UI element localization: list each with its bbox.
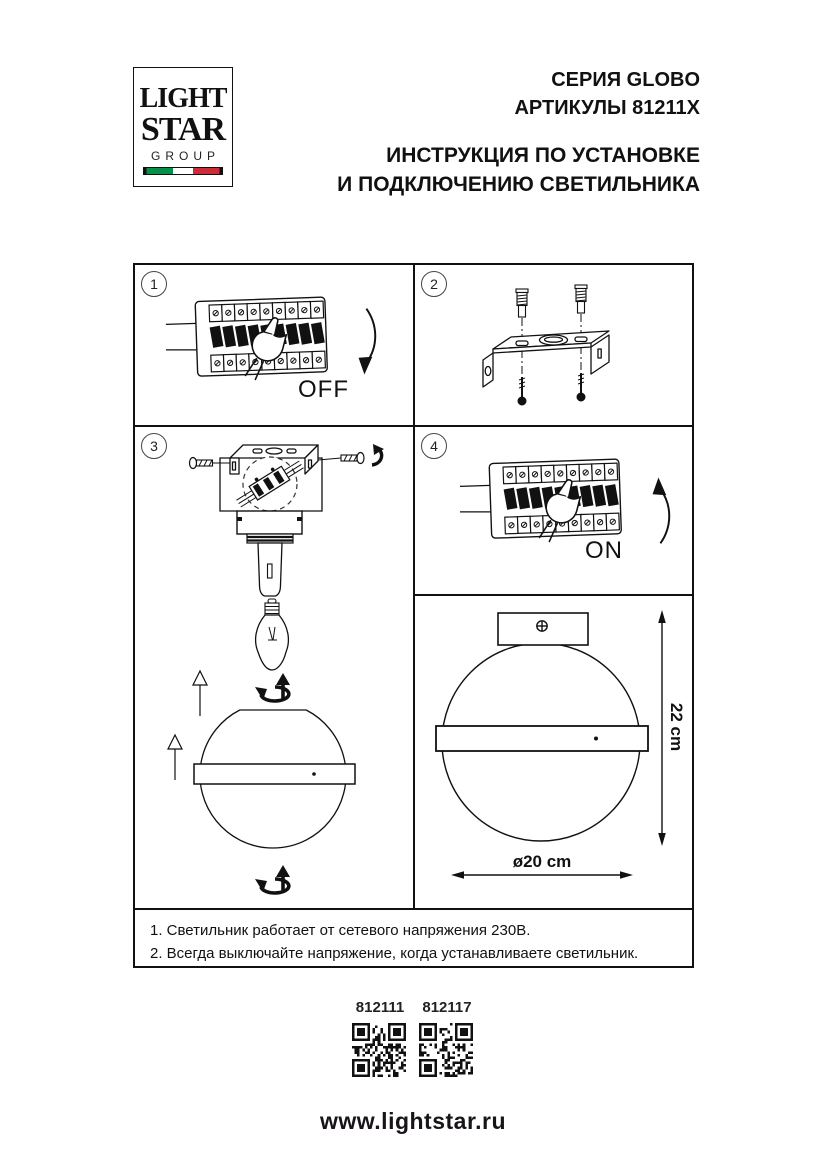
rotate-to-install-icon bbox=[255, 673, 290, 701]
instruction-grid bbox=[133, 263, 694, 968]
arrow-up-icon bbox=[653, 478, 667, 496]
note-line-1: 1. Светильник работает от сетевого напряжения 230В. bbox=[150, 922, 531, 939]
step-4-panel bbox=[415, 427, 692, 594]
step-1-number-badge: 1 bbox=[141, 271, 167, 297]
fixture-assembly-illustration bbox=[135, 427, 413, 908]
instruction-title-line2: И ПОДКЛЮЧЕНИЮ СВЕТИЛЬНИКА bbox=[337, 173, 700, 196]
qr-code-812117 bbox=[419, 1023, 473, 1077]
logo-word-light: LIGHT bbox=[139, 83, 227, 114]
arrow-down-icon bbox=[359, 357, 373, 375]
articles-title: АРТИКУЛЫ 81211X bbox=[514, 97, 700, 119]
circuit-breaker-off-illustration bbox=[163, 285, 389, 405]
dimensions-panel bbox=[415, 596, 692, 908]
step-1-panel bbox=[135, 265, 413, 425]
website-url: www.lightstar.ru bbox=[319, 1108, 507, 1134]
instruction-title-line1: ИНСТРУКЦИЯ ПО УСТАНОВКЕ bbox=[386, 144, 700, 167]
dimensions-illustration bbox=[415, 596, 692, 908]
step-2-number-badge: 2 bbox=[421, 271, 447, 297]
circuit-breaker-on-illustration bbox=[457, 447, 683, 567]
screw-icon bbox=[537, 621, 547, 631]
step-4-number-badge: 4 bbox=[421, 433, 447, 459]
mounting-bracket-illustration bbox=[415, 265, 692, 425]
globe-band bbox=[436, 726, 648, 751]
step-3-panel bbox=[135, 427, 413, 908]
dimension-height-label: 22 cm bbox=[667, 702, 686, 752]
step-2-panel bbox=[415, 265, 692, 425]
header-titles bbox=[337, 66, 700, 199]
italian-flag-bar bbox=[143, 167, 223, 175]
logo-word-group: GROUP bbox=[150, 149, 220, 163]
note-line-2: 2. Всегда выключайте напряжение, когда устанавливаете светильник. bbox=[150, 945, 639, 962]
step-3-number-badge: 3 bbox=[141, 433, 167, 459]
off-label: OFF bbox=[298, 376, 349, 403]
series-title: СЕРИЯ GLOBO bbox=[551, 69, 700, 91]
lightstar-logo bbox=[133, 67, 233, 187]
logo-word-star: STAR bbox=[140, 111, 226, 148]
globe-band bbox=[194, 764, 355, 784]
article-number-1: 812111 bbox=[355, 999, 405, 1016]
article-number-2: 812117 bbox=[422, 999, 472, 1016]
notes-panel bbox=[135, 910, 692, 966]
on-label: ON bbox=[585, 537, 623, 564]
rotate-to-install-icon bbox=[255, 865, 290, 893]
lift-arrow-icon bbox=[168, 735, 182, 780]
ceiling-mount bbox=[498, 613, 588, 645]
lift-arrow-icon bbox=[193, 671, 207, 716]
dimension-diameter-label: ø20 cm bbox=[512, 852, 572, 871]
qr-code-812111 bbox=[352, 1023, 406, 1077]
